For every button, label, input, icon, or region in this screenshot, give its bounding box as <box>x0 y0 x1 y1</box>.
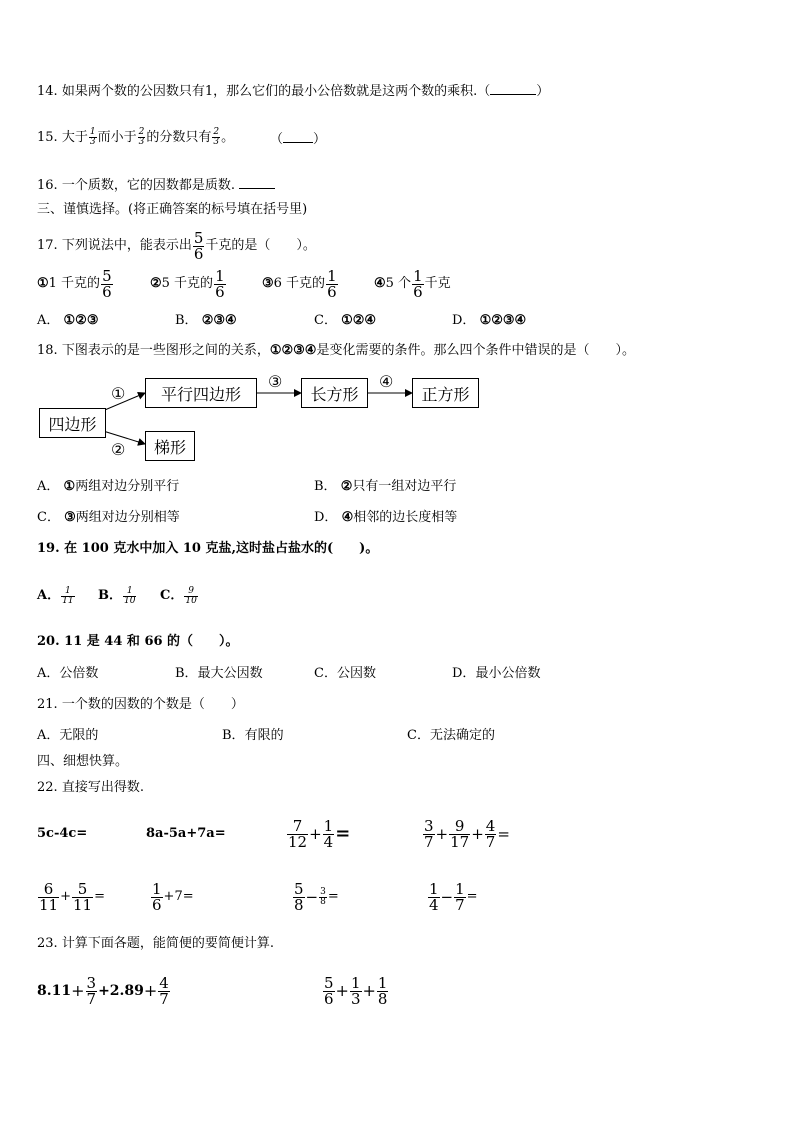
q17-item-2: ② 5 千克的 $\frac{1}{6}$ <box>150 266 225 301</box>
q21-option-c[interactable]: C．无法确定的 <box>407 728 495 743</box>
q23-text: 计算下面各题，能简便的要简便计算. <box>61 936 274 951</box>
q17-item-3: ③ 6 千克的 $\frac{1}{6}$ <box>262 266 337 301</box>
q18-option-c[interactable]: C． ③两组对边分别相等 <box>37 510 180 525</box>
q17-option-a[interactable]: A． ①②③ <box>37 313 99 328</box>
question-19 <box>37 540 378 558</box>
condition-1-label: ① <box>111 384 126 403</box>
q17-number: 17. <box>37 238 58 253</box>
q20-number: 20. <box>37 634 60 649</box>
q15-text-3: 的分数只有 <box>146 130 212 145</box>
q15-fraction-1: $\frac{1}{3}$ <box>89 127 96 147</box>
q18-option-d[interactable]: D． ④相邻的边长度相等 <box>314 510 458 525</box>
q18-text-2: 是变化需要的条件。那么四个条件中错误的是（ ）。 <box>316 343 635 358</box>
q20-text: 11 是 44 和 66 的（ ）。 <box>64 634 239 649</box>
section-4-heading: 四、细想快算。 <box>37 754 129 769</box>
q22-expr-3: $\frac{7}{12}$ + $\frac{1}{4}$ = <box>288 816 351 851</box>
q15-answer-paren: （ ） <box>270 132 327 147</box>
q17-text-1: 下列说法中，能表示出 <box>61 238 192 253</box>
box-quadrilateral: 四边形 <box>39 408 106 438</box>
q18-marks: ①②③④ <box>269 343 317 358</box>
question-16 <box>37 176 275 195</box>
q22-expr-2: 8a-5a+7a= <box>146 826 226 841</box>
q17-item-1: ① 1 千克的 $\frac{5}{6}$ <box>37 266 112 301</box>
q17-fraction: $\frac{5}{6}$ <box>193 228 204 263</box>
shape-relation-diagram <box>37 370 487 470</box>
q15-answer-blank[interactable] <box>283 130 313 143</box>
q14-text: 如果两个数的公因数只有1，那么它们的最小公倍数就是这两个数的乘积. <box>61 84 478 99</box>
q16-number: 16. <box>37 178 58 193</box>
question-17 <box>37 226 316 266</box>
q19-option-b[interactable]: B． $\frac{1}{10}$ <box>98 585 136 606</box>
question-18 <box>37 342 635 360</box>
q22-expr-5: $\frac{6}{11}$ + $\frac{5}{11}$ = <box>39 879 105 914</box>
section-3-heading: 三、谨慎选择。(将正确答案的标号填在括号里) <box>37 202 308 217</box>
question-21 <box>37 696 244 714</box>
q20-option-a[interactable]: A．公倍数 <box>37 666 99 681</box>
q15-text-4: 。 <box>221 130 235 145</box>
question-14 <box>37 82 549 101</box>
q15-text-2: 而小于 <box>97 130 137 145</box>
q19-option-c[interactable]: C． $\frac{9}{10}$ <box>160 585 197 606</box>
q22-expr-6: $\frac{1}{6}$ +7= <box>152 879 194 914</box>
q18-option-a[interactable]: A． ①两组对边分别平行 <box>37 479 180 494</box>
box-trapezoid: 梯形 <box>145 431 195 461</box>
q14-answer-blank[interactable] <box>490 82 536 95</box>
q20-option-c[interactable]: C．公因数 <box>314 666 376 681</box>
box-parallelogram: 平行四边形 <box>145 378 257 408</box>
q21-option-b[interactable]: B．有限的 <box>222 728 284 743</box>
q16-text: 一个质数，它的因数都是质数. <box>61 178 235 193</box>
condition-3-label: ③ <box>268 372 283 391</box>
q22-number: 22. <box>37 780 58 795</box>
q15-fraction-2: $\frac{2}{3}$ <box>138 127 145 147</box>
q17-option-c[interactable]: C． ①②④ <box>314 313 377 328</box>
q22-expr-8: $\frac{1}{4}$ − $\frac{1}{7}$ = <box>429 879 478 914</box>
q17-item-4: ④ 5 个 $\frac{1}{6}$ 千克 <box>374 266 451 301</box>
q22-expr-1: 5c-4c= <box>37 826 88 841</box>
q21-option-a[interactable]: A．无限的 <box>37 728 99 743</box>
condition-2-label: ② <box>111 440 126 459</box>
q21-number: 21. <box>37 697 58 712</box>
q20-option-b[interactable]: B．最大公因数 <box>175 666 263 681</box>
question-22 <box>37 779 144 797</box>
q15-fraction-3: $\frac{2}{3}$ <box>213 127 220 147</box>
q18-number: 18. <box>37 343 58 358</box>
q15-text-1: 大于 <box>61 130 88 145</box>
q17-text-2: 千克的是（ ）。 <box>205 238 316 253</box>
q17-option-b[interactable]: B． ②③④ <box>175 313 237 328</box>
question-15 <box>37 128 234 147</box>
q22-expr-4: $\frac{3}{7}$ + $\frac{9}{17}$ + $\frac{4}{7}$ = <box>424 816 510 851</box>
q14-paren-open: （ <box>477 84 491 99</box>
q18-option-b[interactable]: B． ②只有一组对边平行 <box>314 479 457 494</box>
q14-paren-close: ） <box>536 84 550 99</box>
q23-expr-1: 8.11 + $\frac{3}{7}$ +2.89 + $\frac{4}{7}$ <box>37 973 169 1008</box>
q23-number: 23. <box>37 936 58 951</box>
q22-expr-7: $\frac{5}{8}$ − $\frac{3}{8}$ = <box>294 879 339 914</box>
box-square: 正方形 <box>412 378 479 408</box>
q20-option-d[interactable]: D．最小公倍数 <box>452 666 541 681</box>
q16-answer-blank[interactable] <box>239 176 275 189</box>
q19-option-a[interactable]: A． $\frac{1}{11}$ <box>37 585 74 606</box>
question-20 <box>37 633 239 651</box>
q23-expr-2: $\frac{5}{6}$ + $\frac{1}{3}$ + $\frac{1}{8}$ <box>324 973 388 1008</box>
q18-text-1: 下图表示的是一些图形之间的关系， <box>61 343 270 358</box>
q15-number: 15. <box>37 130 58 145</box>
q17-option-d[interactable]: D． ①②③④ <box>452 313 527 328</box>
q19-number: 19. <box>37 541 60 556</box>
condition-4-label: ④ <box>379 372 394 391</box>
q21-text: 一个数的因数的个数是（ ） <box>61 697 244 712</box>
q19-text: 在 100 克水中加入 10 克盐,这时盐占盐水的( )。 <box>64 541 379 556</box>
question-23 <box>37 935 274 953</box>
q22-text: 直接写出得数. <box>61 780 144 795</box>
q14-number: 14. <box>37 84 58 99</box>
box-rectangle: 长方形 <box>301 378 368 408</box>
